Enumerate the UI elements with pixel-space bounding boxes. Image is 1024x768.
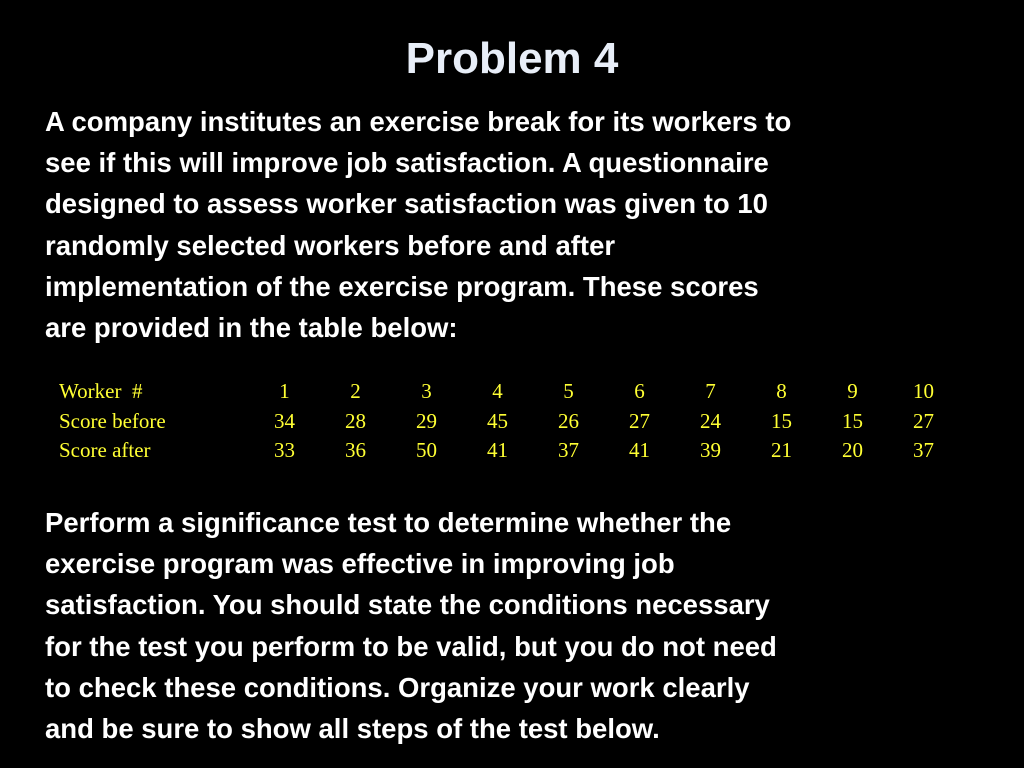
table-cell: 28: [345, 408, 366, 433]
table-cell: 41: [487, 438, 508, 462]
table-cell: 26: [558, 408, 579, 433]
table-cell: 20: [842, 438, 863, 462]
table-cell: 6: [634, 379, 645, 403]
table-cell: 50: [416, 438, 437, 462]
table-cell: 41: [629, 438, 650, 462]
scores-table: [59, 377, 959, 466]
slide-title: Problem 4: [405, 34, 619, 83]
table-row-worker-number: [59, 377, 959, 407]
table-cell: 21: [771, 438, 792, 462]
table-cell: 34: [274, 408, 295, 433]
table-cell: 15: [771, 408, 792, 433]
table-cell: 3: [421, 379, 432, 403]
table-cell: 33: [274, 438, 295, 462]
table-cell: 15: [842, 408, 863, 433]
intro-paragraph: A company institutes an exercise break for its workers to see if this will improve job satisfaction. A questionnaire designed to assess worker satisfaction was given to 10 randomly selected workers before and after implementation of the exercise program. These scores are provided in the table below:: [45, 106, 792, 344]
table-cell: 36: [345, 438, 366, 462]
table-cell: 39: [700, 438, 721, 462]
table-cell: 37: [913, 438, 934, 462]
task-paragraph: Perform a significance test to determine whether the exercise program was effective in improving job satisfaction. You should state the conditions necessary for the test you perform to be valid, but you do not need to check these conditions. Organize your work clearly and be sure to show all steps of the test below.: [45, 507, 777, 745]
table-cell: 29: [416, 408, 437, 433]
row-label: Score after: [59, 438, 151, 462]
table-cell: 37: [558, 438, 579, 462]
table-row-score-after: [59, 436, 959, 466]
row-label: Score before: [59, 408, 166, 433]
table-cell: 27: [629, 408, 650, 433]
table-cell: 9: [847, 379, 858, 403]
table-cell: 45: [487, 408, 508, 433]
table-cell: 1: [279, 379, 290, 403]
table-cell: 5: [563, 379, 574, 403]
table-row-score-before: [59, 407, 959, 437]
table-cell: 4: [492, 379, 503, 403]
table-cell: 27: [913, 408, 934, 433]
table-cell: 24: [700, 408, 721, 433]
table-cell: 10: [913, 379, 934, 403]
table-cell: 7: [705, 379, 716, 403]
table-cell: 8: [776, 379, 787, 403]
row-label: Worker #: [59, 379, 143, 403]
table-cell: 2: [350, 379, 361, 403]
